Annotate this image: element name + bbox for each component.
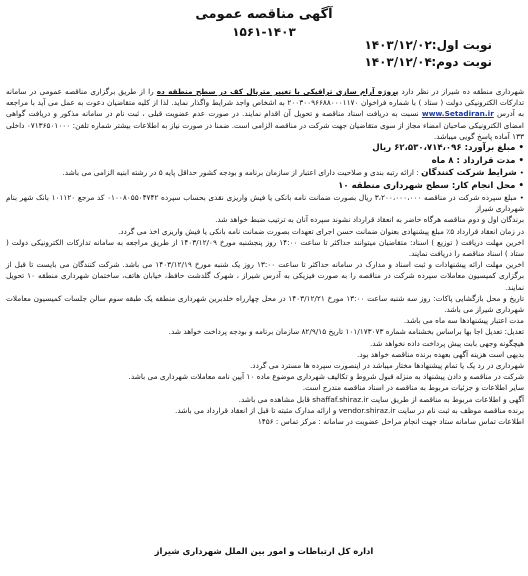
paragraph-13: آگهی و اطلاعات مربوط به مناقصه از طریق سایت shaffaf.shiraz.ir قابل مشاهده می باشد. [238,394,524,404]
second-publication-date: ۱۴۰۳/۱۲/۰۴ [364,55,432,69]
location-line: • محل انجام کار: سطح شهرداری منطقه ۱۰ [6,180,524,193]
intro-text-d: نسبت به دریافت اسناد مناقصه و تحویل آن اقدام نمایند. در صورت عدم عضویت قبلی ، ثبت نام در سامانه مذکور و دریافت گواهی امضای الکترونیکی صاحبان امضاء مجاز از سوی متقاضیان جهت شرکت در مناقصه الزامی است. ضمنا در صورت نیاز به اطلاعات بیشتر شماره تلفن: ۰۷۱۳۶۵۰۱۰۰۰ داخلی ۱۳۳ آماده پاسخ گویی میباشد. [6,109,524,141]
paragraph-10: شهرداری در رد یک یا تمام پیشنهادها مختار میباشد در اینصورت سپرده ها مسترد می گردد. [249,361,524,371]
paragraph-15: اطلاعات تماس سامانه ستاد جهت انجام مراحل عضویت در سامانه : مرکز تماس : ۱۴۵۶ [257,417,524,427]
first-publication-date: ۱۴۰۳/۱۲/۰۲ [364,38,432,52]
notice-header [0,0,528,40]
second-publication [364,55,492,70]
project-title: پروژه آرام سازی ترافیکی با تغییر متریال کف در سطح منطقه ده [156,87,399,96]
paragraph-1: برندگان اول و دوم مناقصه هرگاه حاضر به انعقاد قرارداد نشوند سپرده آنان به ترتیب ضبط خواهد شد. [215,215,524,225]
notice-title: آگهی مناقصه عمومی [195,7,333,22]
conditions-text: : ارائه رتبه بندی و صلاحیت دارای اعتبار از سازمان برنامه و بودجه کشور حداقل پایه ۵ در رشته ابنیه الزامی می باشد. [62,168,422,178]
paragraph-2: در زمان انعقاد قرارداد ۵٪ مبلغ پیشنهادی بعنوان ضمانت حسن اجرای تعهدات بصورت ضمانت نامه بانکی یا فیش واریزی اخذ می گردد. [117,226,524,236]
first-publication-label: نوبت اول: [431,38,492,52]
intro-text-c: را از طریق برگزاری مناقصه عمومی در سامانه تدارکات الکترونیکی دولت ( ستاد ) با شماره فراخوان ۲۰۰۳۰۰۹۶۶۸۸۰۰۰۱۱۷۰ به اشخاص واجد شرایط واگذار نماید. لذا از کلیه متقاضیان دعوت به عمل می آید با مراجعه به آدرس [6,87,525,119]
footer-line: اداره کل ارتباطات و امور بین الملل شهرداری شیراز [154,547,374,557]
first-publication [364,38,492,53]
paragraph-4: اخرین مهلت ارائه پیشنهادات و ثبت اسناد و مدارک در سامانه حداکثر تا ساعت ۱۳:۰۰ روز یک شنبه مورخ ۱۴۰۳/۱۲/۱۹ می باشد. شرکت کنندگان می بایست تا قبل از برگزاری کمیسیون معاملات سپرده شرکت در مناقصه را به صورت فیزیکی به آدرس شیراز ، شهرک گلدشت حافظ، خیابان هاتف، ساختمان شهرداری منطقه ۱۰ تحویل نمایند. [6,260,524,292]
notice-body [6,86,524,427]
paragraph-9: بدیهی است هزینه آگهی بعهده برنده مناقصه خواهد بود. [357,349,524,359]
paragraph-5: تاریخ و محل بازگشایی پاکات: روز سه شنبه ساعت ۱۳:۰۰ مورخ ۱۴۰۳/۱۲/۲۱ در محل چهارراه خلدبرین شهرداری منطقه یک طبقه سوم سالن جلسات کمیسیون معاملات شهرداری شیراز می باشد. [6,293,524,315]
notice-number: ۱۵۶۱-۱۴۰۳ [232,25,296,39]
paragraph-6: مدت اعتبار پیشنهادها سه ماه می باشد. [403,316,524,326]
deposit-line: • مبلغ سپرده شرکت در مناقصه ۳،۲۰۰،۰۰۰،۰۰۰ ریال بصورت ضمانت نامه بانکی یا فیش واریزی نقدی بحساب سپرده ۰۱۰۰۸۰۵۵۰۴۷۴۲ کد مرجع ۱۰۱۱۲۰ بانک شهر بنام شهرداری شیراز [6,192,524,214]
paragraph-12: سایر اطلاعات و جزئیات مربوط به مناقصه در اسناد مناقصه مندرج است. [302,383,524,393]
conditions-label: شرایط شرکت کنندگان [421,168,517,179]
setad-link[interactable]: www.Setadiran.ir [421,109,494,119]
paragraph-11: شرکت در مناقصه و دادن پیشنهاد به منزله قبول شروط و تکالیف شهرداری موضوع ماده ۱۰ آیین نامه معاملات شهرداری می باشد. [128,372,524,382]
intro-paragraph [6,86,524,142]
duration-line: • مدت قرارداد : ۸ ماه [6,155,524,168]
second-publication-label: نوبت دوم: [431,55,492,69]
estimate-line: • مبلغ برآورد: ۶۲،۵۳۰،۷۱۴،۰۹۶ ریال [6,142,524,155]
conditions-line [6,167,524,180]
paragraph-14: برنده مناقصه موظف به ثبت نام در سایت vendor.shiraz.ir و ارائه مدارک مثبته تا قبل از انعقاد قرارداد می باشد. [174,405,524,415]
intro-text-a: شهرداری منطقه ده شیراز در نظر دارد [398,87,524,96]
paragraph-3: اخرین مهلت دریافت ( توزیع ) اسناد: متقاضیان میتوانند حداکثر تا ساعت ۱۴:۰۰ روز پنجشنبه مورخ ۱۴۰۳/۱۲/۰۹ از طریق مراجعه به سامانه تدارکات الکترونیکی دولت ( ستاد ) اسناد مناقصه را دریافت نمایند. [6,237,524,259]
notice-footer [0,546,528,558]
paragraph-7: تعدیل: تعدیل اجا بها براساس بخشنامه شماره ۱۰۱/۱۷۳۰۷۳ تاریخ ۸۲/۹/۱۵ سازمان برنامه و بودجه پرداخت خواهد شد. [168,327,524,337]
paragraph-8: هیچگونه وجهی بابت پیش پرداخت داده نخواهد شد. [369,338,524,348]
